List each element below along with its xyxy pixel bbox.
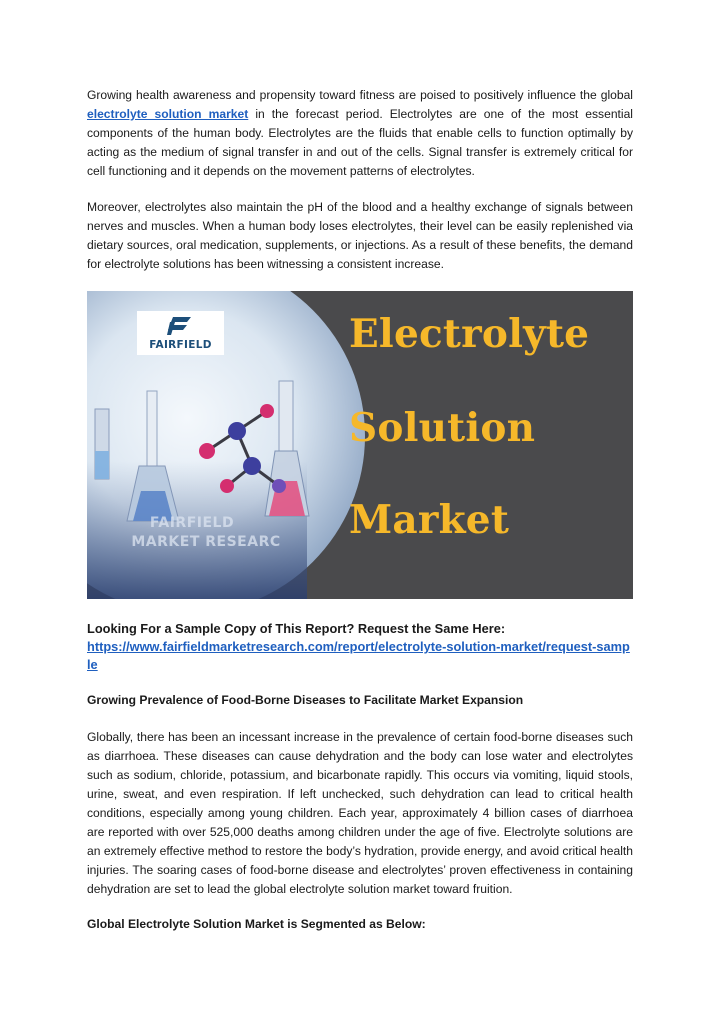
sample-request-link[interactable]: https://www.fairfieldmarketresearch.com/report/electrolyte-solution-market/request-sample [87, 639, 630, 672]
section-heading-food-borne: Growing Prevalence of Food-Borne Diseases to Facilitate Market Expansion [87, 693, 524, 707]
logo-text: FAIRFIELD [149, 339, 212, 351]
watermark-line-2: MARKET RESEARC [131, 534, 281, 550]
banner-title-line-3: Market [349, 497, 510, 543]
intro-paragraph [87, 86, 633, 181]
sample-request-block [87, 620, 633, 674]
watermark-line-1: FAIRFIELD [149, 515, 235, 531]
food-borne-paragraph: Globally, there has been an incessant increase in the prevalence of certain food-borne diseases such as diarrhoea. These diseases can cause dehydration and the body can lose water and electrolytes such as sodium, chloride, potassium, and bicarbonate rapidly. This occurs via vomiting, liquid stools, urine, sweat, and even respiration. If left unchecked, such dehydration can lead to critical health conditions, especially among young children. Each year, approximately 4 billion cases of diarrhoea are reported with over 525,000 deaths among children under the age of five. Electrolyte solutions are an extremely effective method to restore the body’s hydration, provide energy, and avoid critical health injuries. The soaring cases of food-borne disease and electrolytes’ proven effectiveness in containing dehydration are set to lead the global electrolyte solution market toward fruition. [87, 730, 633, 896]
fairfield-logo [137, 311, 224, 355]
flask-left [95, 409, 109, 479]
banner-title-line-2: Solution [349, 405, 536, 451]
intro-text-before: Growing health awareness and propensity toward fitness are poised to positively influence the global [87, 88, 633, 102]
banner-title-line-1: Electrolyte [349, 311, 590, 357]
section-heading-segmentation: Global Electrolyte Solution Market is Segmented as Below: [87, 917, 426, 931]
intro-text-after: in the forecast period. Electrolytes are one of the most essential components of the human body. Electrolytes are the fluids that enable cells to function optimally by acting as the medium of signal transfer in and out of the cells. Signal transfer is extremely critical for cell functioning and it depends on the movement patterns of electrolytes. [87, 107, 633, 178]
market-link[interactable]: electrolyte solution market [87, 107, 249, 121]
sample-request-heading: Looking For a Sample Copy of This Report? Request the Same Here: [87, 621, 506, 636]
report-banner-image [87, 291, 633, 599]
second-paragraph: Moreover, electrolytes also maintain the pH of the blood and a healthy exchange of signals between nerves and muscles. When a human body loses electrolytes, their level can be easily replenished via dietary sources, oral medication, supplements, or injections. As a result of these benefits, the demand for electrolyte solutions has been witnessing a consistent increase. [87, 200, 633, 271]
